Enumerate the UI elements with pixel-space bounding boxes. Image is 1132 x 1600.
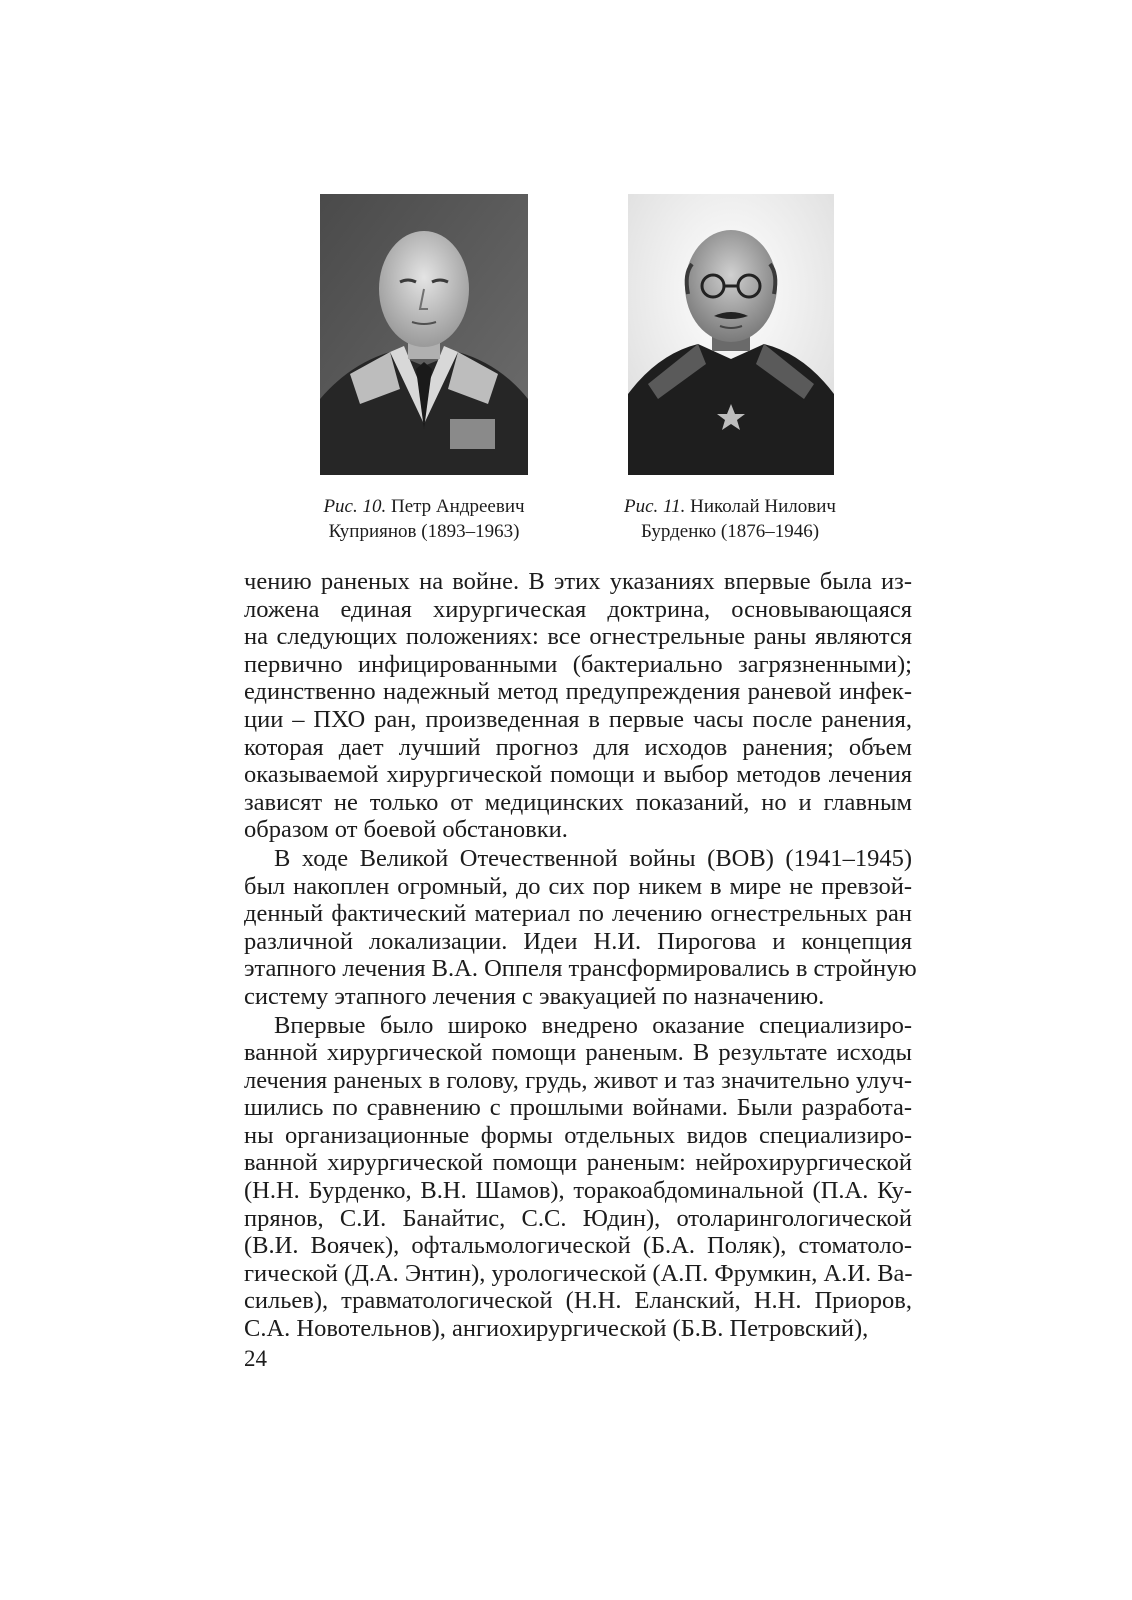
paragraph [244,568,912,844]
text-line: прянов, С.И. Банайтис, С.С. Юдин), отоларингологической [244,1204,912,1232]
text-line: ции – ПХО ран, произведенная в первые часы после ранения, [244,705,912,733]
text-line: (Н.Н. Бурденко, В.Н. Шамов), торакоабдоминальной (П.А. Ку- [244,1177,912,1205]
figure-11-caption-line1: Николай Нилович [690,496,836,517]
text-line: систему этапного лечения с эвакуацией по назначению. [244,982,825,1010]
text-line: лечения раненых в голову, грудь, живот и таз значительно улуч- [244,1066,912,1094]
figure-10-label: Рис. 10. [323,496,387,517]
text-line: чению раненых на войне. В этих указаниях впервые была из- [244,568,912,595]
figure-11-caption [600,494,860,544]
text-line: ложена единая хирургическая доктрина, основывающаяся [244,595,912,623]
text-line: был накоплен огромный, до сих пор никем в мире не превзой- [244,872,912,900]
text-line: первично инфицированными (бактериально загрязненными); [244,650,912,678]
text-line: С.А. Новотельнов), ангиохирургической (Б.В. Петровский), [244,1315,869,1343]
text-line: В ходе Великой Отечественной войны (ВОВ) (1941–1945) [274,844,912,872]
figure-11-portrait-photo [628,194,834,475]
text-line: ны организационные формы отдельных видов специализиро- [244,1121,912,1149]
text-line: единственно надежный метод предупреждения раневой инфек- [244,678,912,706]
text-line: ванной хирургической помощи раненым: нейрохирургической [244,1149,912,1177]
page-number: 24 [244,1346,267,1371]
text-line: ванной хирургической помощи раненым. В результате исходы [244,1039,912,1067]
text-line: шились по сравнению с прошлыми войнами. Были разработа- [244,1094,912,1122]
figure-10-caption-line2: Куприянов (1893–1963) [328,521,520,542]
text-line: гической (Д.А. Энтин), урологической (А.П. Фрумкин, А.И. Ва- [244,1259,913,1287]
body-text [244,568,917,1343]
text-line: оказываемой хирургической помощи и выбор методов лечения [244,761,912,789]
figure-10-portrait-photo [320,194,528,475]
figure-10-caption-line1: Петр Андреевич [390,496,525,517]
text-line: на следующих положениях: все огнестрельные раны являются [244,623,912,651]
paragraph [244,844,917,1011]
text-line: денный фактический материал по лечению огнестрельных ран [244,900,912,928]
text-line: зависят не только от медицинских показаний, но и главным [244,788,912,816]
figure-11-label: Рис. 11. [624,496,686,517]
text-line: этапного лечения В.А. Оппеля трансформировались в стройную [244,955,917,983]
text-line: которая дает лучший прогноз для исходов ранения; объем [244,733,912,761]
text-line: (В.И. Воячек), офтальмологической (Б.А. Поляк), стоматоло- [244,1232,912,1260]
paragraph [244,1012,912,1343]
text-line: образом от боевой обстановки. [244,816,568,844]
text-line: сильев), травматологической (Н.Н. Еланский, Н.Н. Приоров, [244,1287,912,1315]
text-line: различной локализации. Идеи Н.И. Пирогова и концепция [244,927,912,955]
figure-11-caption-line2: Бурденко (1876–1946) [640,521,820,542]
figure-10-caption [294,494,554,544]
text-line: Впервые было широко внедрено оказание специализиро- [274,1011,912,1039]
